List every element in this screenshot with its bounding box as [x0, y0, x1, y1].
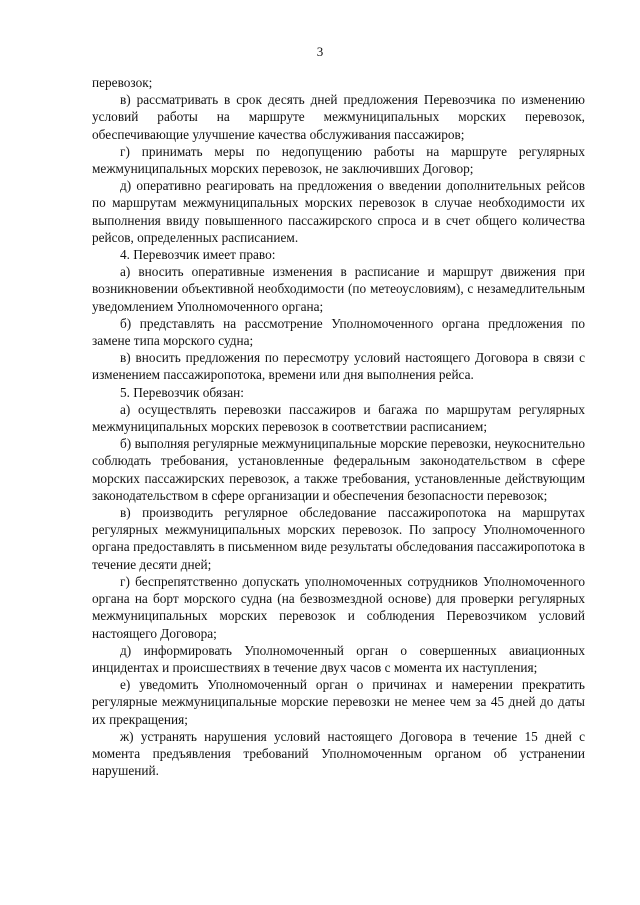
- document-body: [92, 74, 585, 779]
- paragraph-4v: в) вносить предложения по пересмотру условий настоящего Договора в связи с изменением пассажиропотока, времени или дня выполнения рейса.: [92, 350, 585, 383]
- section-4-heading: 4. Перевозчик имеет право:: [120, 247, 276, 263]
- paragraph-5d: д) информировать Уполномоченный орган о совершенных авиационных инцидентах и происшествиях в течение двух часов с момента их наступления;: [92, 642, 585, 675]
- paragraph-5v: в) производить регулярное обследование пассажиропотока на маршрутах регулярных межмуниципальных морских перевозок. По запросу Уполномоченного органа предоставлять в письменном виде результаты обследования пассажиропотока в течение десяти дней;: [92, 505, 585, 572]
- section-5-heading: 5. Перевозчик обязан:: [120, 384, 244, 400]
- paragraph-3g: г) принимать меры по недопущению работы на маршруте регулярных межмуниципальных морских перевозок, не заключивших Договор;: [92, 143, 585, 177]
- paragraph-3d: д) оперативно реагировать на предложения о введении дополнительных рейсов по маршрутам межмуниципальных морских перевозок в случае необходимости их выполнения ввиду повышенного пассажирского спроса и в счет общего количества рейсов, определенных расписанием.: [92, 178, 585, 245]
- paragraph-3v: в) рассматривать в срок десять дней предложения Перевозчика по изменению условий работы на маршруте межмуниципальных морских перевозок, обеспечивающие улучшение качества обслуживания пассажиров;: [92, 92, 585, 142]
- page-number: 3: [316, 44, 324, 59]
- paragraph-5g: г) беспрепятственно допускать уполномоченных сотрудников Уполномоченного органа на борт морского судна (на безвозмездной основе) для проверки регулярных межмуниципальных морских перевозок и соблюдения Перевозчиком условий настоящего Договора;: [92, 573, 585, 641]
- paragraph-4b: б) представлять на рассмотрение Уполномоченного органа предложения по замене типа морского судна;: [92, 315, 585, 349]
- paragraph-continuation: перевозок;: [92, 75, 153, 90]
- paragraph-4a: а) вносить оперативные изменения в расписание и маршрут движения при возникновении объективной необходимости (по метеоусловиям), с незамедлительным уведомлением Уполномоченного органа;: [92, 264, 585, 314]
- paragraph-5b: б) выполняя регулярные межмуниципальные морские перевозки, неукоснительно соблюдать требования, установленные федеральным законодательством в сфере морских пассажирских перевозок, а также требования, установленные действующим законодательством в сфере организации и обеспечения безопасности перевозок;: [92, 436, 585, 503]
- paragraph-5zh: ж) устранять нарушения условий настоящего Договора в течение 15 дней с момента предъявления требований Уполномоченным органом об устранении нарушений.: [92, 728, 585, 779]
- paragraph-5a: а) осуществлять перевозки пассажиров и багажа по маршрутам регулярных межмуниципальных морских перевозок в соответствии расписанием;: [92, 401, 585, 435]
- paragraph-5e: е) уведомить Уполномоченный орган о причинах и намерении прекратить регулярные межмуниципальные морские перевозки не менее чем за 45 дней до даты их прекращения;: [92, 677, 585, 727]
